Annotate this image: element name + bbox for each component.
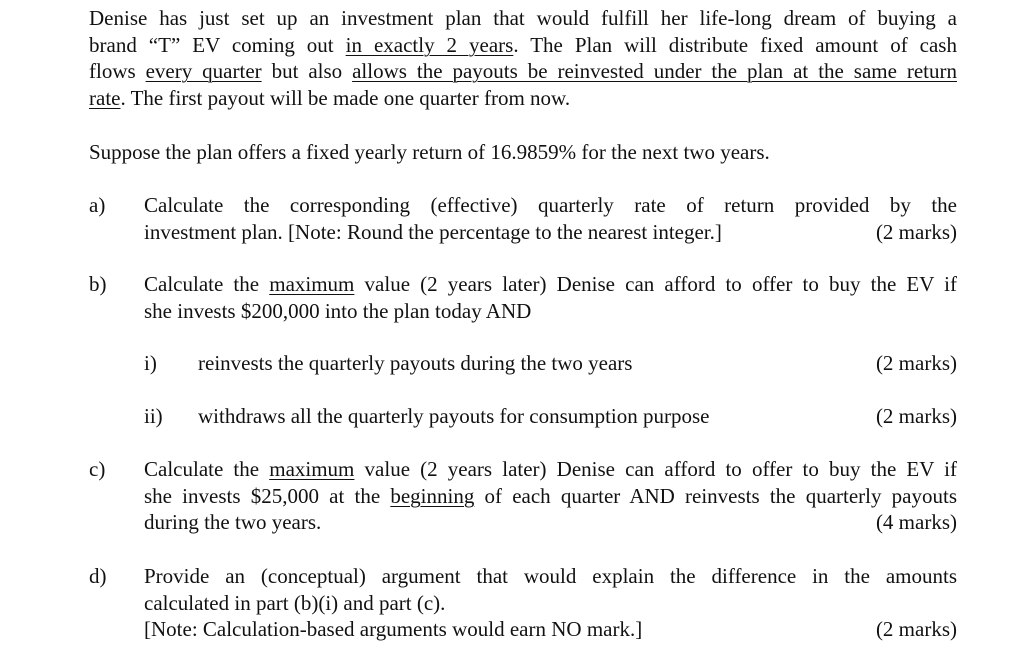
intro-line-1: Denise has just set up an investment plan that would fulfill her life-long dream of buying a: [89, 6, 957, 30]
question-a-marks: (2 marks): [875, 219, 957, 244]
intro-line-4: rate. The first payout will be made one quarter from now.: [89, 85, 571, 110]
question-b-i-row: [198, 350, 957, 377]
question-a-line-1: Calculate the corresponding (effective) quarterly rate of return provided by the: [144, 193, 957, 217]
question-d-body: [144, 563, 957, 643]
question-d-line-3: [144, 616, 957, 643]
question-d-line-1: Provide an (conceptual) argument that would explain the difference in the amounts: [144, 564, 957, 588]
question-b-i-text: reinvests the quarterly payouts during the two years: [198, 351, 633, 375]
underlined-phrase: rate: [89, 85, 121, 110]
question-b-ii-text: withdraws all the quarterly payouts for consumption purpose: [198, 404, 710, 428]
question-c-label: c): [89, 457, 106, 481]
question-c-text: during the two years.: [144, 510, 322, 534]
intro-paragraph: [89, 5, 957, 111]
underlined-phrase: every quarter: [145, 59, 262, 83]
question-d-line-2: calculated in part (b)(i) and part (c).: [144, 590, 446, 615]
question-b-line-2: she invests $200,000 into the plan today AND: [144, 298, 532, 323]
question-b-ii-marks: (2 marks): [875, 404, 957, 428]
question-d-marks: (2 marks): [875, 617, 957, 641]
question-b-ii-label: ii): [144, 404, 163, 428]
question-b-i-marks: (2 marks): [875, 351, 957, 375]
intro-line-3: flows every quarter but also allows the payouts be reinvested under the plan at the same return: [89, 59, 957, 83]
question-c-marks: (4 marks): [875, 510, 957, 534]
question-a-label: a): [89, 193, 106, 217]
question-d-label: d): [89, 564, 107, 588]
question-a-text: investment plan. [Note: Round the percentage to the nearest integer.]: [144, 219, 722, 244]
assumption-text: Suppose the plan offers a fixed yearly return of 16.9859% for the next two years.: [89, 140, 770, 164]
question-c-body: [144, 456, 957, 536]
question-c-line-2: she invests $25,000 at the beginning of each quarter AND reinvests the quarterly payouts: [144, 483, 958, 508]
question-c-line-3: [144, 509, 957, 536]
question-b-ii-row: [198, 403, 957, 430]
question-b-body: [144, 271, 957, 324]
question-a-body: [144, 192, 957, 245]
underlined-phrase: maximum: [269, 457, 355, 481]
question-b-label: b): [89, 272, 107, 296]
question-b-i-label: i): [144, 351, 157, 375]
underlined-phrase: beginning: [390, 483, 475, 508]
question-d-note: [Note: Calculation-based arguments would earn NO mark.]: [144, 617, 643, 641]
underlined-phrase: allows the payouts be reinvested under the plan at the same return: [352, 59, 957, 83]
question-b-line-1: Calculate the maximum value (2 years later) Denise can afford to offer to buy the EV if: [144, 272, 957, 296]
question-a-line-2: [144, 219, 957, 246]
intro-line-2: brand “T” EV coming out in exactly 2 years. The Plan will distribute fixed amount of cash: [89, 32, 957, 57]
question-c-line-1: Calculate the maximum value (2 years later) Denise can afford to offer to buy the EV if: [144, 457, 957, 481]
underlined-phrase: maximum: [269, 272, 355, 296]
underlined-phrase: in exactly 2 years: [345, 32, 514, 57]
